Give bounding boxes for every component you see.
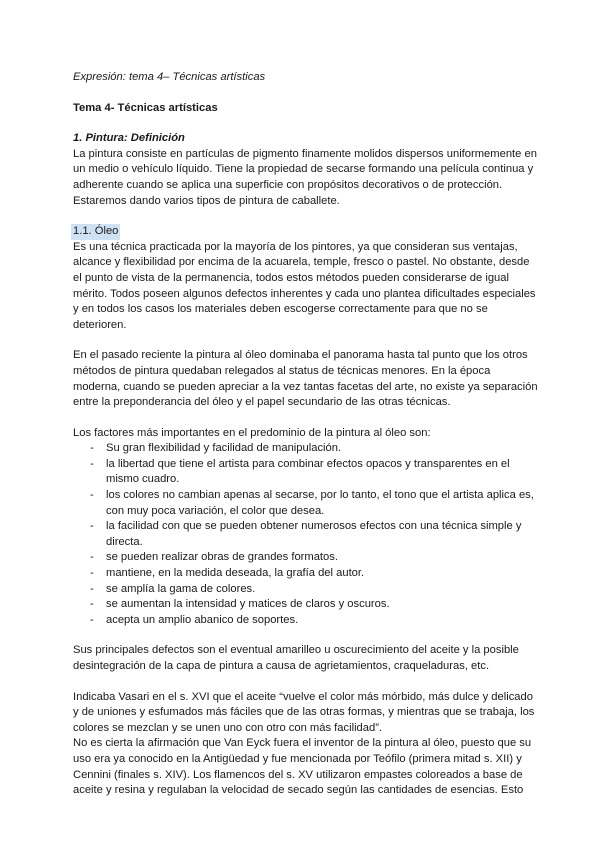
dash-bullet: - xyxy=(90,567,94,580)
factors-intro: Los factores más importantes en el predominio de la pintura al óleo son: xyxy=(73,426,431,439)
dash-bullet: - xyxy=(90,457,94,470)
document-title: Tema 4- Técnicas artísticas xyxy=(73,101,218,114)
list-item: - la facilidad con que se pueden obtener numerosos efectos con una técnica simple y directa. xyxy=(90,520,522,548)
dash-bullet: - xyxy=(90,520,94,533)
dash-bullet: - xyxy=(90,598,94,611)
section-paragraph: Estaremos dando varios tipos de pintura de caballete. xyxy=(73,194,340,207)
list-item: - se aumentan la intensidad y matices de claros y oscuros. xyxy=(73,597,540,613)
section-paragraph: En el pasado reciente la pintura al óleo dominaba el panorama hasta tal punto que los otros métodos de pintura quedaban relegados al status de técnicas menores. En la época moderna, cuando se pueden apreciar a la vez tantas facetas del arte, no existe ya separación entre la preponderancia del óleo y el papel secundario de las otras técnicas. xyxy=(73,349,538,409)
dash-bullet: - xyxy=(90,613,94,626)
dash-bullet: - xyxy=(90,551,94,564)
list-item: - se pueden realizar obras de grandes formatos. xyxy=(73,550,540,566)
list-item: - los colores no cambian apenas al secarse, por lo tanto, el tono que el artista aplica es, con muy poca variación, el color que desea. xyxy=(90,489,534,517)
section-paragraph: Es una técnica practicada por la mayoría de los pintores, ya que consideran sus ventajas, alcance y flexibilidad por encima de la acuarela, temple, fresco o pastel. No obstante, desde el punto de vista de la permanencia, todos estos métodos pueden considerarse de igual mérito. Todos poseen algunos defectos inherentes y cada uno plantea dificultades especiales y en todos los casos los materiales deben escogerse correctamente para que no se deterioren. xyxy=(73,240,536,331)
dash-bullet: - xyxy=(90,442,94,455)
list-item: - la libertad que tiene el artista para combinar efectos opacos y transparentes en el mismo cuadro. xyxy=(90,457,510,486)
dash-bullet: - xyxy=(90,582,94,595)
factors-list xyxy=(73,441,540,628)
section-heading-oleo: 1.1. Óleo xyxy=(71,224,120,240)
dash-bullet: - xyxy=(90,489,94,502)
list-item: - Su gran flexibilidad y facilidad de manipulación. xyxy=(73,441,540,457)
list-item: - se amplía la gama de colores. xyxy=(73,582,540,598)
document-header: Expresión: tema 4– Técnicas artísticas xyxy=(73,71,266,83)
section-paragraph: No es cierta la afirmación que Van Eyck fuera el inventor de la pintura al óleo, puesto que su uso era ya conocido en la Antigüedad y fue mencionada por Teófilo (primera mitad s. XII) y Cennini (finales s. XIV). Los flamencos del s. XV utilizaron empastes coloreados a base de aceite y resina y regulaban la velocidad de secado según las cantidades de esencias. Esto xyxy=(73,737,532,797)
section-paragraph: La pintura consiste en partículas de pigmento finamente molidos dispersos uniformemente en un medio o vehículo líquido. Tiene la propiedad de secarse formando una película continua y adherente cuando se aplica una superficie con propósitos decorativos o de protección. xyxy=(73,147,537,191)
section-heading-pintura: 1. Pintura: Definición xyxy=(73,132,185,145)
list-item: - mantiene, en la medida deseada, la grafía del autor. xyxy=(73,566,540,582)
section-paragraph: Sus principales defectos son el eventual amarilleo u oscurecimiento del aceite y la posible desintegración de la capa de pintura a causa de agrietamientos, craqueladuras, etc. xyxy=(73,644,519,672)
list-item: - acepta un amplio abanico de soportes. xyxy=(73,613,540,629)
section-paragraph: Indicaba Vasari en el s. XVI que el aceite “vuelve el color más mórbido, más dulce y delicado y de uniones y esfumados más fáciles que de las otras formas, y mientras que se trabaja, los colores se mezclan y se unen uno con otro con más facilidad”. xyxy=(73,690,535,734)
